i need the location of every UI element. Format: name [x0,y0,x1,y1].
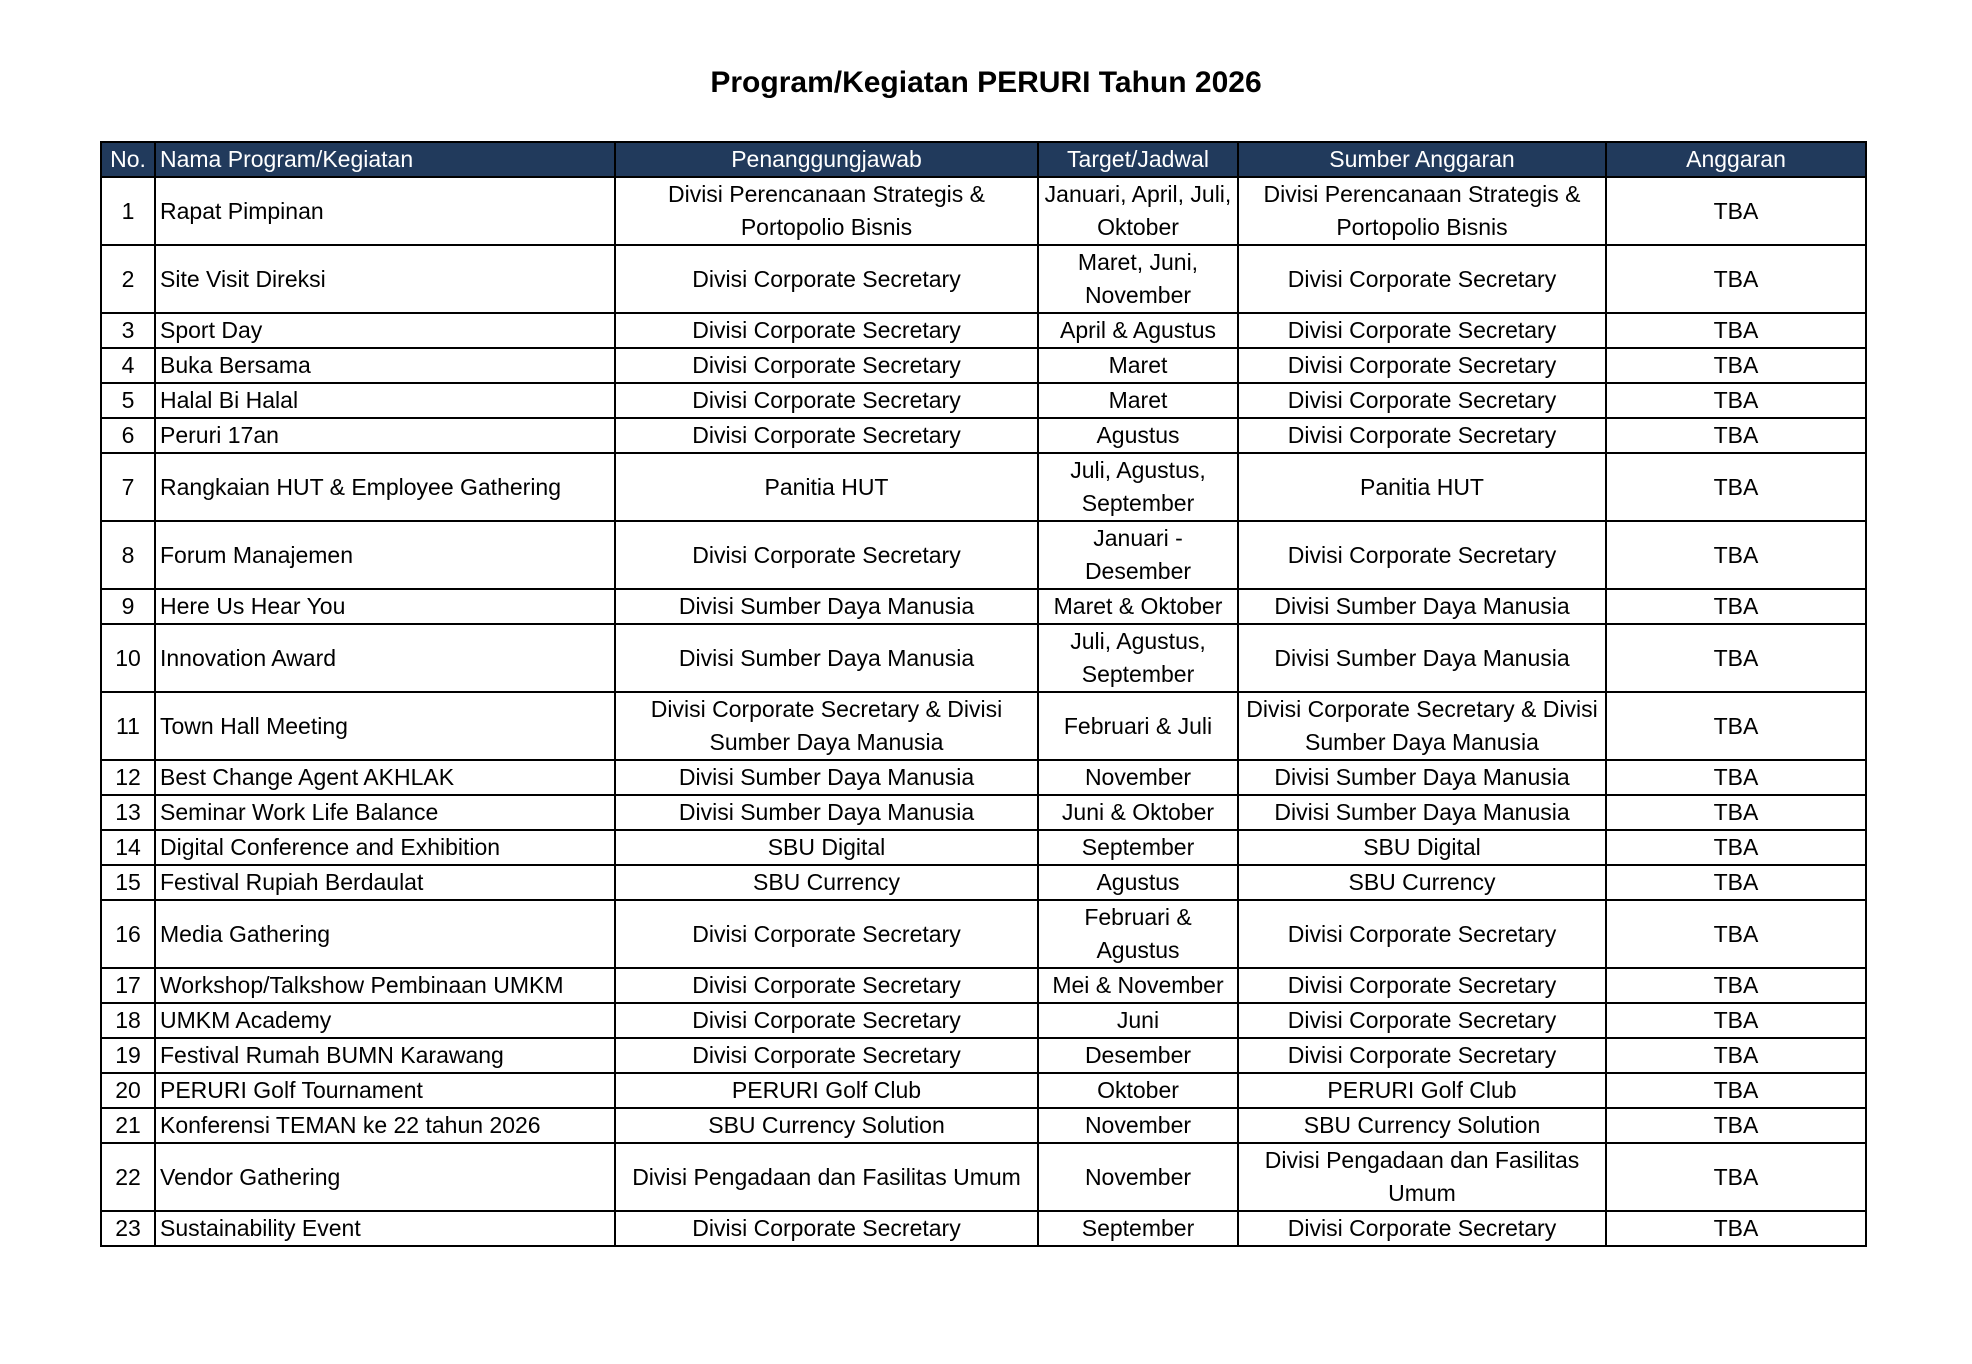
program-name: Innovation Award [155,624,615,692]
program-name: Buka Bersama [155,348,615,383]
table-row [101,795,1866,830]
budget: TBA [1606,865,1866,900]
budget: TBA [1606,795,1866,830]
program-name: Halal Bi Halal [155,383,615,418]
table-row [101,453,1866,521]
schedule: Agustus [1038,418,1238,453]
person-in-charge: Divisi Sumber Daya Manusia [615,589,1038,624]
table-row [101,692,1866,760]
schedule: Agustus [1038,865,1238,900]
budget: TBA [1606,1211,1866,1246]
schedule: Oktober [1038,1073,1238,1108]
person-in-charge: Divisi Corporate Secretary [615,1038,1038,1073]
schedule: November [1038,760,1238,795]
row-number: 13 [101,795,155,830]
schedule: Mei & November [1038,968,1238,1003]
person-in-charge: Divisi Sumber Daya Manusia [615,760,1038,795]
row-number: 23 [101,1211,155,1246]
person-in-charge: Divisi Corporate Secretary [615,313,1038,348]
row-number: 7 [101,453,155,521]
budget-source: Divisi Corporate Secretary [1238,1003,1606,1038]
row-number: 11 [101,692,155,760]
row-number: 4 [101,348,155,383]
budget-source: Divisi Corporate Secretary [1238,1211,1606,1246]
schedule: September [1038,830,1238,865]
budget-source: Divisi Corporate Secretary [1238,1038,1606,1073]
program-name: Digital Conference and Exhibition [155,830,615,865]
budget-source: Panitia HUT [1238,453,1606,521]
budget-source: Divisi Corporate Secretary [1238,313,1606,348]
budget: TBA [1606,453,1866,521]
row-number: 22 [101,1143,155,1211]
budget: TBA [1606,1038,1866,1073]
schedule: Januari, April, Juli, Oktober [1038,177,1238,245]
program-name: Festival Rumah BUMN Karawang [155,1038,615,1073]
budget: TBA [1606,900,1866,968]
budget: TBA [1606,313,1866,348]
person-in-charge: SBU Currency [615,865,1038,900]
schedule: Juni [1038,1003,1238,1038]
program-name: Festival Rupiah Berdaulat [155,865,615,900]
person-in-charge: Divisi Corporate Secretary [615,968,1038,1003]
row-number: 14 [101,830,155,865]
table-row [101,245,1866,313]
table-row [101,383,1866,418]
budget-source: Divisi Corporate Secretary [1238,968,1606,1003]
program-table [100,141,1867,1247]
program-name: Town Hall Meeting [155,692,615,760]
header-budget-source: Sumber Anggaran [1238,142,1606,177]
table-row [101,313,1866,348]
budget-source: Divisi Pengadaan dan Fasilitas Umum [1238,1143,1606,1211]
person-in-charge: SBU Currency Solution [615,1108,1038,1143]
person-in-charge: Panitia HUT [615,453,1038,521]
budget-source: Divisi Corporate Secretary [1238,900,1606,968]
budget: TBA [1606,383,1866,418]
schedule: November [1038,1108,1238,1143]
person-in-charge: Divisi Sumber Daya Manusia [615,795,1038,830]
row-number: 17 [101,968,155,1003]
budget-source: Divisi Sumber Daya Manusia [1238,795,1606,830]
schedule: April & Agustus [1038,313,1238,348]
budget: TBA [1606,760,1866,795]
budget-source: Divisi Sumber Daya Manusia [1238,589,1606,624]
row-number: 9 [101,589,155,624]
budget-source: PERURI Golf Club [1238,1073,1606,1108]
row-number: 1 [101,177,155,245]
budget: TBA [1606,348,1866,383]
program-name: Rapat Pimpinan [155,177,615,245]
row-number: 6 [101,418,155,453]
person-in-charge: Divisi Corporate Secretary [615,1003,1038,1038]
program-name: Best Change Agent AKHLAK [155,760,615,795]
row-number: 20 [101,1073,155,1108]
table-row [101,418,1866,453]
program-name: Sustainability Event [155,1211,615,1246]
person-in-charge: Divisi Corporate Secretary [615,418,1038,453]
row-number: 19 [101,1038,155,1073]
budget: TBA [1606,521,1866,589]
budget: TBA [1606,1073,1866,1108]
schedule: September [1038,1211,1238,1246]
budget: TBA [1606,968,1866,1003]
table-row [101,1073,1866,1108]
budget-source: Divisi Perencanaan Strategis & Portopolio Bisnis [1238,177,1606,245]
schedule: Juli, Agustus, September [1038,453,1238,521]
budget: TBA [1606,1003,1866,1038]
schedule: Maret [1038,348,1238,383]
budget: TBA [1606,1143,1866,1211]
program-name: Workshop/Talkshow Pembinaan UMKM [155,968,615,1003]
table-row [101,624,1866,692]
schedule: November [1038,1143,1238,1211]
budget: TBA [1606,830,1866,865]
table-row [101,1108,1866,1143]
person-in-charge: Divisi Corporate Secretary [615,348,1038,383]
budget-source: SBU Currency [1238,865,1606,900]
program-name: Vendor Gathering [155,1143,615,1211]
person-in-charge: Divisi Corporate Secretary [615,521,1038,589]
schedule: Januari - Desember [1038,521,1238,589]
header-program-name: Nama Program/Kegiatan [155,142,615,177]
schedule: Februari & Juli [1038,692,1238,760]
table-row [101,760,1866,795]
table-body [101,177,1866,1246]
program-name: Here Us Hear You [155,589,615,624]
budget: TBA [1606,1108,1866,1143]
program-name: Media Gathering [155,900,615,968]
header-schedule: Target/Jadwal [1038,142,1238,177]
budget-source: Divisi Corporate Secretary [1238,521,1606,589]
person-in-charge: SBU Digital [615,830,1038,865]
table-row [101,348,1866,383]
schedule: Juli, Agustus, September [1038,624,1238,692]
header-budget: Anggaran [1606,142,1866,177]
person-in-charge: Divisi Corporate Secretary [615,1211,1038,1246]
budget: TBA [1606,177,1866,245]
row-number: 16 [101,900,155,968]
person-in-charge: Divisi Corporate Secretary [615,900,1038,968]
schedule: Maret [1038,383,1238,418]
table-row [101,830,1866,865]
row-number: 18 [101,1003,155,1038]
schedule: Desember [1038,1038,1238,1073]
row-number: 2 [101,245,155,313]
budget-source: SBU Digital [1238,830,1606,865]
row-number: 8 [101,521,155,589]
program-name: Rangkaian HUT & Employee Gathering [155,453,615,521]
program-name: Seminar Work Life Balance [155,795,615,830]
program-name: Peruri 17an [155,418,615,453]
program-name: Forum Manajemen [155,521,615,589]
row-number: 5 [101,383,155,418]
budget: TBA [1606,692,1866,760]
person-in-charge: Divisi Perencanaan Strategis & Portopolio Bisnis [615,177,1038,245]
budget: TBA [1606,245,1866,313]
program-name: PERURI Golf Tournament [155,1073,615,1108]
table-row [101,177,1866,245]
program-name: UMKM Academy [155,1003,615,1038]
table-row [101,1038,1866,1073]
table-row [101,521,1866,589]
person-in-charge: Divisi Corporate Secretary [615,383,1038,418]
budget-source: Divisi Sumber Daya Manusia [1238,760,1606,795]
row-number: 21 [101,1108,155,1143]
budget-source: Divisi Corporate Secretary [1238,418,1606,453]
budget: TBA [1606,418,1866,453]
row-number: 12 [101,760,155,795]
row-number: 3 [101,313,155,348]
budget-source: SBU Currency Solution [1238,1108,1606,1143]
schedule: Maret, Juni, November [1038,245,1238,313]
person-in-charge: Divisi Pengadaan dan Fasilitas Umum [615,1143,1038,1211]
table-row [101,1211,1866,1246]
header-pic: Penanggungjawab [615,142,1038,177]
row-number: 10 [101,624,155,692]
budget-source: Divisi Corporate Secretary [1238,245,1606,313]
person-in-charge: Divisi Sumber Daya Manusia [615,624,1038,692]
person-in-charge: PERURI Golf Club [615,1073,1038,1108]
table-row [101,900,1866,968]
table-header-row [101,142,1866,177]
table-row [101,589,1866,624]
budget-source: Divisi Corporate Secretary & Divisi Sumber Daya Manusia [1238,692,1606,760]
person-in-charge: Divisi Corporate Secretary [615,245,1038,313]
budget-source: Divisi Corporate Secretary [1238,348,1606,383]
schedule: Maret & Oktober [1038,589,1238,624]
program-name: Site Visit Direksi [155,245,615,313]
table-row [101,1143,1866,1211]
program-name: Sport Day [155,313,615,348]
schedule: Juni & Oktober [1038,795,1238,830]
budget-source: Divisi Sumber Daya Manusia [1238,624,1606,692]
table-row [101,968,1866,1003]
budget: TBA [1606,624,1866,692]
row-number: 15 [101,865,155,900]
budget-source: Divisi Corporate Secretary [1238,383,1606,418]
schedule: Februari & Agustus [1038,900,1238,968]
table-row [101,865,1866,900]
person-in-charge: Divisi Corporate Secretary & Divisi Sumber Daya Manusia [615,692,1038,760]
budget: TBA [1606,589,1866,624]
program-name: Konferensi TEMAN ke 22 tahun 2026 [155,1108,615,1143]
page-title: Program/Kegiatan PERURI Tahun 2026 [710,66,1262,99]
table-row [101,1003,1866,1038]
header-no: No. [101,142,155,177]
